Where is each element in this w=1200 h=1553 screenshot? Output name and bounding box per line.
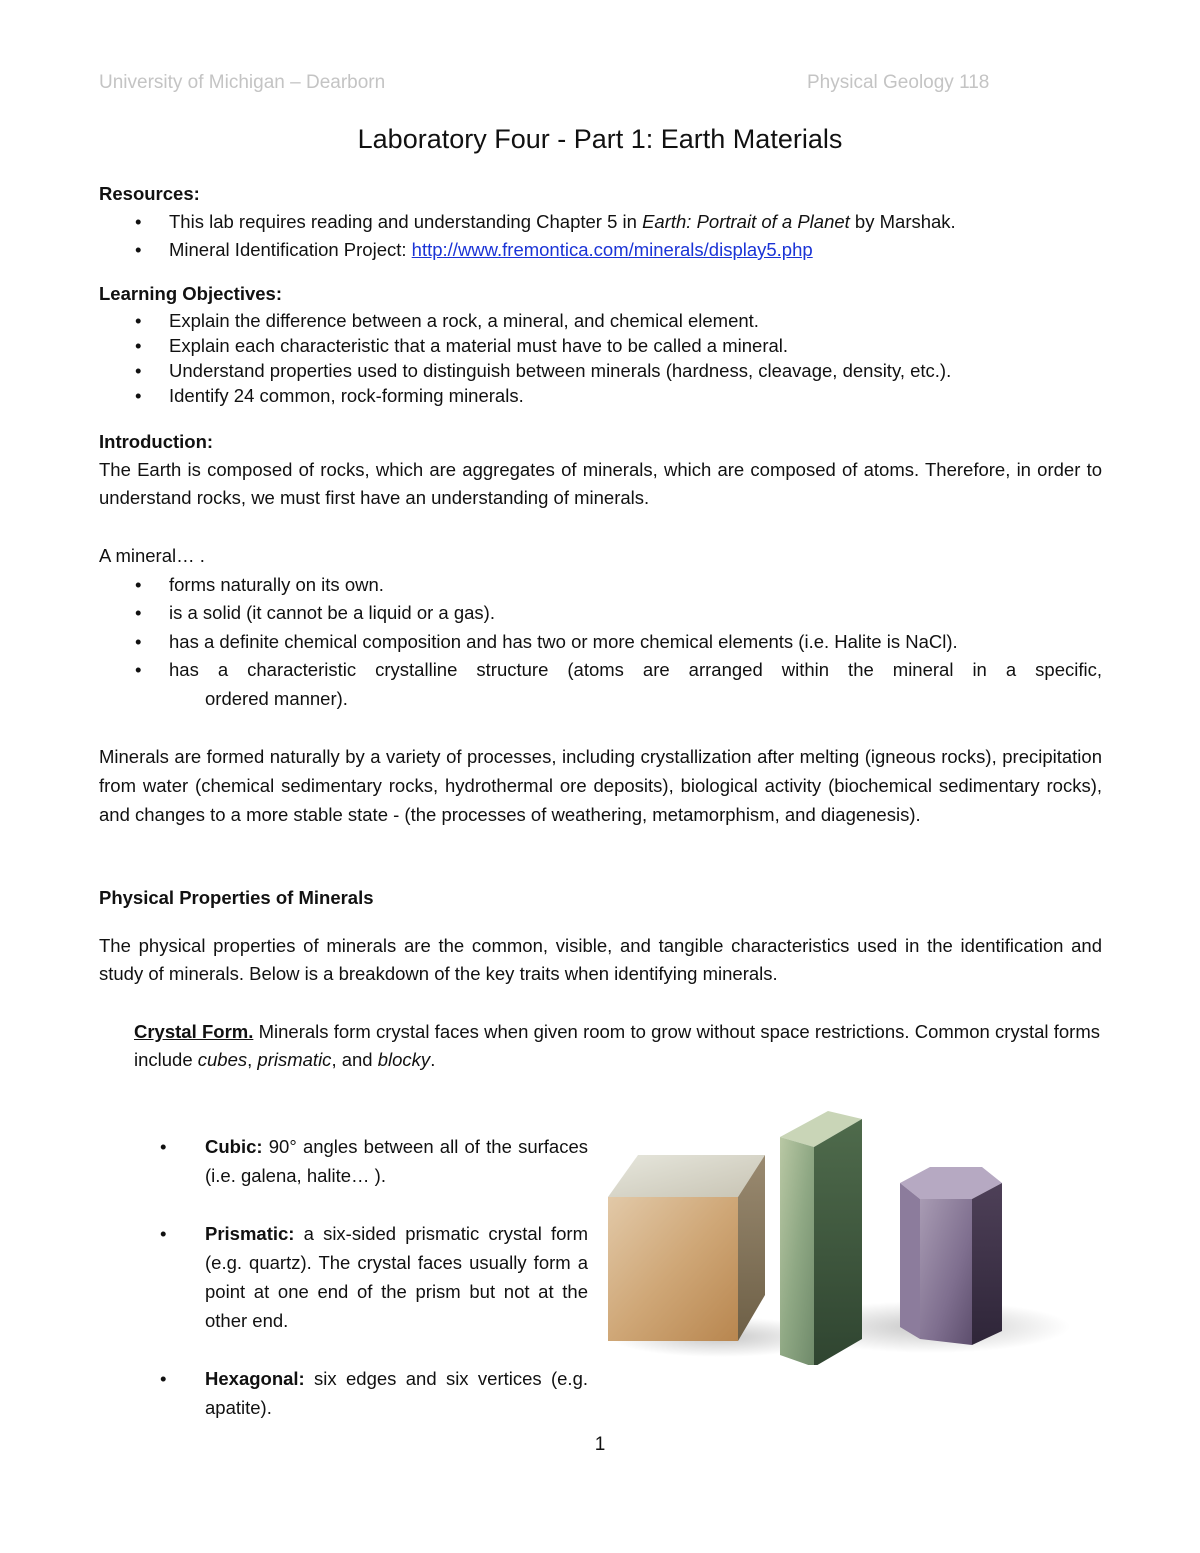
form-term: Hexagonal: [205, 1368, 305, 1389]
objective-item: • Explain the difference between a rock, a mineral, and chemical element. [99, 308, 1102, 333]
physical-properties-section [99, 884, 1102, 912]
objective-item: • Understand properties used to distinguish between minerals (hardness, cleavage, density, etc.). [99, 358, 1102, 383]
objectives-heading: Learning Objectives: [99, 283, 282, 304]
crystal-form-section [134, 1018, 1100, 1074]
mineral-project-link[interactable]: http://www.fremontica.com/minerals/display5.php [411, 239, 813, 260]
physical-heading: Physical Properties of Minerals [99, 887, 374, 908]
crystal-form-label: Crystal Form. [134, 1021, 254, 1042]
resources-section [99, 180, 1102, 264]
introduction-section [99, 428, 1102, 512]
crystal-forms-illustration [600, 1105, 1070, 1365]
physical-intro [99, 932, 1102, 988]
crystal-forms-list [160, 1132, 588, 1422]
page-number: 1 [594, 1434, 606, 1455]
resource-item: • Mineral Identification Project: http://www.fremontica.com/minerals/display5.php [99, 236, 1102, 264]
mineral-definition [99, 542, 1102, 713]
mineral-criterion: • is a solid (it cannot be a liquid or a gas). [99, 599, 1102, 628]
cubic-crystal [608, 1155, 765, 1341]
resource-item: • This lab requires reading and understanding Chapter 5 in Earth: Portrait of a Planet by Marshak. [99, 208, 1102, 236]
header-institution: University of Michigan – Dearborn [99, 72, 386, 93]
form-term: Cubic: [205, 1136, 263, 1157]
form-term: Prismatic: [205, 1223, 295, 1244]
form-item-prismatic: • Prismatic: a six-sided prismatic crystal form (e.g. quartz). The crystal faces usually form a point at one end of the prism but not at the other end. [160, 1219, 588, 1335]
physical-text: The physical properties of minerals are the common, visible, and tangible characteristics used in the identification and study of minerals. Below is a breakdown of the key traits when identifying minerals. [99, 935, 1102, 984]
objectives-list [99, 308, 1102, 408]
objectives-section [99, 280, 1102, 408]
introduction-text: The Earth is composed of rocks, which are aggregates of minerals, which are composed of atoms. Therefore, in order to understand rocks, we must first have an understanding of minerals. [99, 459, 1102, 508]
objective-item: • Explain each characteristic that a material must have to be called a mineral. [99, 333, 1102, 358]
book-title: Earth: Portrait of a Planet [642, 211, 850, 232]
resources-heading: Resources: [99, 183, 200, 204]
form-item-cubic: • Cubic: 90° angles between all of the surfaces (i.e. galena, halite… ). [160, 1132, 588, 1190]
page-title: Laboratory Four - Part 1: Earth Materials [357, 124, 843, 154]
mineral-criteria-list [99, 571, 1102, 685]
mineral-criterion: • forms naturally on its own. [99, 571, 1102, 600]
crystal-forms-image [600, 1105, 1070, 1365]
introduction-heading: Introduction: [99, 431, 214, 452]
objective-item: • Identify 24 common, rock-forming minerals. [99, 383, 1102, 408]
resources-list [99, 208, 1102, 264]
header-course: Physical Geology 118 [807, 72, 990, 93]
mineral-criterion: • has a definite chemical composition and has two or more chemical elements (i.e. Halite is NaCl). [99, 628, 1102, 657]
crystal-form-text: Crystal Form. Minerals form crystal faces when given room to grow without space restrictions. Common crystal forms include cubes, prismatic, and blocky. [134, 1021, 1100, 1070]
mineral-processes [99, 742, 1102, 829]
mineral-criterion-continued: ordered manner). [205, 687, 348, 709]
form-item-hexagonal: • Hexagonal: six edges and six vertices (e.g. apatite). [160, 1364, 588, 1422]
mineral-lead: A mineral… . [99, 545, 205, 566]
prismatic-crystal [780, 1111, 862, 1365]
mineral-criterion: • has a characteristic crystalline structure (atoms are arranged within the mineral in a specific, [99, 656, 1102, 685]
hexagonal-crystal [900, 1167, 1002, 1345]
processes-text: Minerals are formed naturally by a variety of processes, including crystallization after melting (igneous rocks), precipitation from water (chemical sedimentary rocks, hydrothermal ore deposits), biological activity (biochemical sedimentary rocks), and changes to a more stable state - (the processes of weathering, metamorphism, and diagenesis). [99, 746, 1102, 825]
